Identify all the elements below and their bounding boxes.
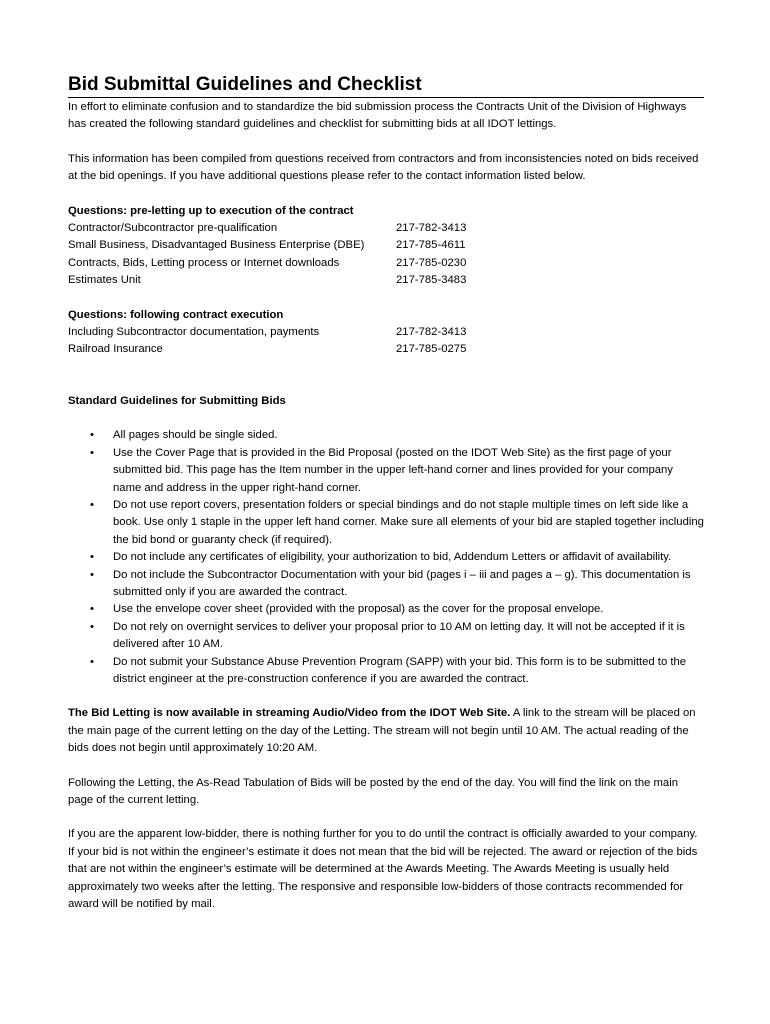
bullet-icon: • [90, 429, 94, 442]
pre-letting-heading: Questions: pre-letting up to execution of the contract [68, 204, 354, 217]
tabulation-paragraph: Following the Letting, the As-Read Tabulation of Bids will be posted by the end of the day. You will find the link on the main page of the current letting. [68, 776, 679, 806]
list-item-text: Do not use report covers, presentation folders or special bindings and do not staple multiple times on left side like a book. Use only 1 staple in the upper left hand corner. Make sure all elements of your bid are stapled together including the bid bond or guaranty check (if required). [113, 498, 704, 546]
post-execution-contacts [68, 307, 704, 359]
contact-phone: 217-785-3483 [396, 274, 467, 287]
list-item-text: Do not include any certificates of eligibility, your authorization to bid, Addendum Letters or affidavit of availability. [113, 551, 672, 564]
contact-row [68, 237, 704, 254]
pre-letting-contacts [68, 203, 704, 290]
bullet-icon: • [90, 655, 94, 668]
list-item [68, 619, 704, 654]
intro-paragraph-1: In effort to eliminate confusion and to standardize the bid submission process the Contracts Unit of the Division of Highways has created the following standard guidelines and checklist for submitting bids at all IDOT lettings. [68, 101, 687, 131]
list-item [68, 601, 704, 618]
list-item-text: Do not rely on overnight services to deliver your proposal prior to 10 AM on letting day. It will not be accepted if it is delivered after 10 AM. [113, 620, 685, 651]
bullet-icon: • [90, 446, 94, 459]
list-item-text: All pages should be single sided. [113, 429, 278, 442]
streaming-paragraph [68, 705, 704, 757]
list-item [68, 567, 704, 602]
contact-label: Railroad Insurance [68, 343, 163, 356]
contact-phone: 217-785-4611 [396, 239, 466, 252]
contact-label: Including Subcontractor documentation, payments [68, 326, 320, 339]
list-item-text: Use the envelope cover sheet (provided with the proposal) as the cover for the proposal envelope. [113, 603, 604, 616]
contact-row [68, 272, 704, 289]
contact-label: Contracts, Bids, Letting process or Internet downloads [68, 256, 340, 269]
list-item [68, 497, 704, 549]
streaming-bold-text: The Bid Letting is now available in streaming Audio/Video from the IDOT Web Site. [68, 707, 511, 720]
contact-phone: 217-782-3413 [396, 222, 467, 235]
award-paragraph: If you are the apparent low-bidder, there is nothing further for you to do until the contract is officially awarded to your company. If your bid is not within the engineer’s estimate it does not mean that the bid will be rejected. The award or rejection of the bids that are not within the engineer’s estimate will be determined at the Awards Meeting. The Awards Meeting is usually held approximately two weeks after the letting. The responsive and responsible low-bidders of those contracts recommended for award will be notified by mail. [68, 828, 698, 911]
contact-label: Contractor/Subcontractor pre-qualification [68, 222, 278, 235]
streaming-text: A link to the stream will be placed on the main page of the current letting on the day of the Letting. The stream will not begin until 10 AM. The actual reading of the bids does not begin until approximately 10:20 AM. [68, 707, 696, 755]
contact-phone: 217-782-3413 [396, 326, 467, 339]
list-item [68, 549, 704, 566]
bullet-icon: • [90, 498, 94, 511]
contact-row [68, 324, 704, 341]
contact-row [68, 255, 704, 272]
contact-label: Small Business, Disadvantaged Business Enterprise (DBE) [68, 239, 365, 252]
contact-phone: 217-785-0275 [396, 343, 467, 356]
guidelines-heading: Standard Guidelines for Submitting Bids [68, 394, 286, 407]
contact-phone: 217-785-0230 [396, 256, 467, 269]
list-item-text: Use the Cover Page that is provided in the Bid Proposal (posted on the IDOT Web Site) as the first page of your submitted bid. This page has the Item number in the upper left-hand corner and lines provided for your company name and address in the upper right-hand corner. [113, 446, 673, 494]
bullet-icon: • [90, 568, 94, 581]
contact-label: Estimates Unit [68, 274, 141, 287]
list-item [68, 427, 704, 444]
post-execution-heading: Questions: following contract execution [68, 308, 284, 321]
list-item [68, 654, 704, 689]
intro-paragraph-2: This information has been compiled from questions received from contractors and from inconsistencies noted on bids received at the bid openings. If you have additional questions please refer to the contact information listed below. [68, 152, 699, 183]
bullet-icon: • [90, 603, 94, 616]
list-item [68, 445, 704, 497]
contact-row [68, 341, 704, 358]
bullet-icon: • [90, 620, 94, 633]
contact-row [68, 220, 704, 237]
list-item-text: Do not submit your Substance Abuse Prevention Program (SAPP) with your bid. This form is to be submitted to the district engineer at the pre-construction conference if you are awarded the contract. [113, 655, 687, 685]
document-page [68, 74, 704, 913]
list-item-text: Do not include the Subcontractor Documentation with your bid (pages i – iii and pages a – g). This documentation is submitted only if you are awarded the contract. [113, 568, 691, 598]
bullet-icon: • [90, 551, 94, 564]
document-title: Bid Submittal Guidelines and Checklist [68, 74, 704, 98]
guidelines-list [68, 427, 704, 688]
